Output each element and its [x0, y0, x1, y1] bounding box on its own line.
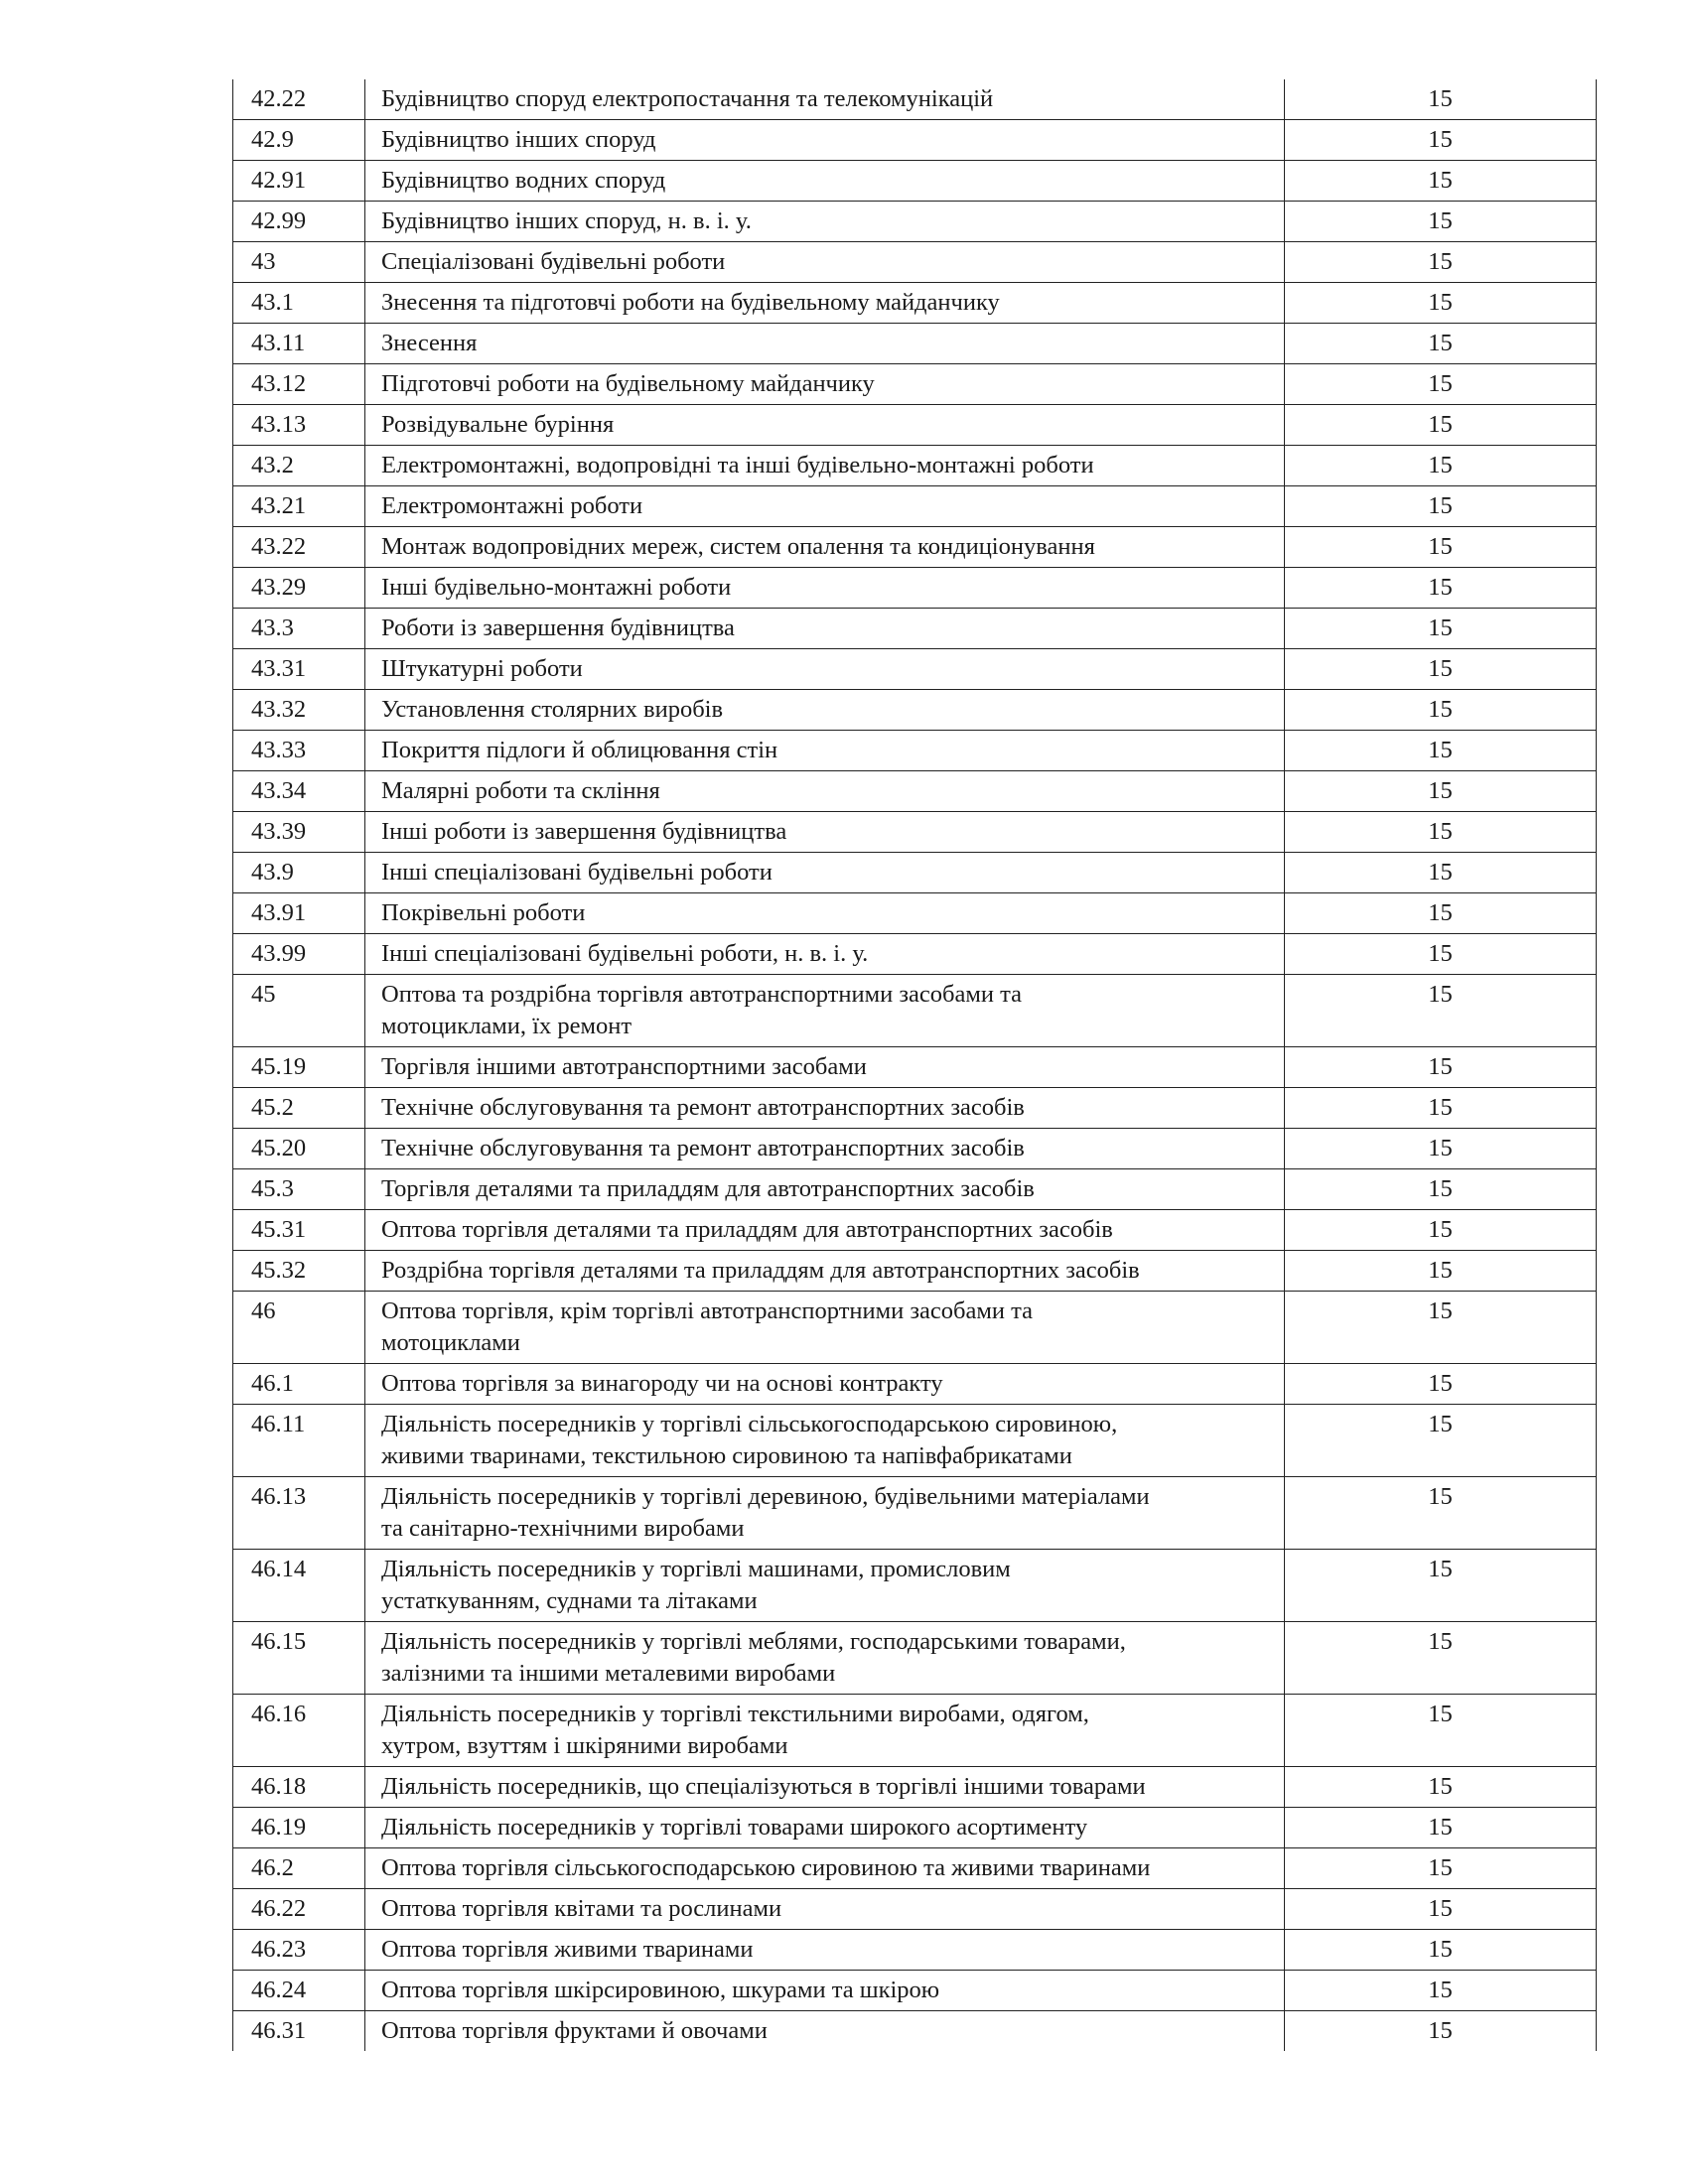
table-row	[233, 1047, 1597, 1088]
table-row	[233, 405, 1597, 446]
row-value: 15	[1285, 1695, 1597, 1767]
table-row	[233, 1808, 1597, 1848]
row-activity-name: Оптова торгівля живими тваринами	[365, 1930, 1285, 1971]
table-row	[233, 1405, 1597, 1477]
row-activity-name-line: мотоциклами	[381, 1329, 520, 1356]
table-row	[233, 1088, 1597, 1129]
table-row	[233, 934, 1597, 975]
table-row	[233, 486, 1597, 527]
row-value: 15	[1285, 1767, 1597, 1808]
row-code: 42.9	[233, 120, 365, 161]
row-code: 42.91	[233, 161, 365, 202]
row-activity-name-line: мотоциклами, їх ремонт	[381, 1013, 633, 1039]
row-activity-name	[365, 1477, 1285, 1550]
row-activity-name: Оптова торгівля квітами та рослинами	[365, 1889, 1285, 1930]
row-activity-name: Роздрібна торгівля деталями та приладдям для автотранспортних засобів	[365, 1251, 1285, 1292]
row-activity-name-line: живими тваринами, текстильною сировиною та напівфабрикатами	[381, 1442, 1072, 1469]
row-code: 45.19	[233, 1047, 365, 1088]
table-row	[233, 1550, 1597, 1622]
row-activity-name: Установлення столярних виробів	[365, 690, 1285, 731]
row-value: 15	[1285, 1364, 1597, 1405]
row-activity-name: Будівництво споруд електропостачання та телекомунікацій	[365, 79, 1285, 120]
row-code: 46.11	[233, 1405, 365, 1477]
row-value: 15	[1285, 1405, 1597, 1477]
row-value: 15	[1285, 934, 1597, 975]
row-activity-name	[365, 1695, 1285, 1767]
table-body	[233, 79, 1597, 2051]
row-value: 15	[1285, 1848, 1597, 1889]
row-code: 43.12	[233, 364, 365, 405]
row-activity-name: Оптова торгівля деталями та приладдям для автотранспортних засобів	[365, 1210, 1285, 1251]
row-code: 46	[233, 1292, 365, 1364]
row-value: 15	[1285, 1047, 1597, 1088]
table-row	[233, 731, 1597, 771]
row-code: 45.2	[233, 1088, 365, 1129]
row-activity-name: Будівництво інших споруд	[365, 120, 1285, 161]
row-activity-name: Електромонтажні, водопровідні та інші будівельно-монтажні роботи	[365, 446, 1285, 486]
table-row	[233, 1292, 1597, 1364]
row-activity-name: Роботи із завершення будівництва	[365, 609, 1285, 649]
table-row	[233, 2011, 1597, 2052]
table-row	[233, 1210, 1597, 1251]
row-value: 15	[1285, 527, 1597, 568]
row-activity-name: Будівництво інших споруд, н. в. і. у.	[365, 202, 1285, 242]
row-code: 45.31	[233, 1210, 365, 1251]
table-row	[233, 893, 1597, 934]
row-activity-name: Спеціалізовані будівельні роботи	[365, 242, 1285, 283]
row-activity-name: Оптова торгівля шкірсировиною, шкурами та шкірою	[365, 1971, 1285, 2011]
row-value: 15	[1285, 405, 1597, 446]
row-code: 46.18	[233, 1767, 365, 1808]
row-code: 46.23	[233, 1930, 365, 1971]
row-code: 43.1	[233, 283, 365, 324]
row-code: 46.2	[233, 1848, 365, 1889]
row-activity-name	[365, 975, 1285, 1047]
row-activity-name: Будівництво водних споруд	[365, 161, 1285, 202]
row-code: 46.13	[233, 1477, 365, 1550]
table-row	[233, 242, 1597, 283]
row-value: 15	[1285, 649, 1597, 690]
row-value: 15	[1285, 486, 1597, 527]
row-code: 43.91	[233, 893, 365, 934]
row-value: 15	[1285, 202, 1597, 242]
row-activity-name: Технічне обслуговування та ремонт автотранспортних засобів	[365, 1088, 1285, 1129]
row-activity-name: Покрівельні роботи	[365, 893, 1285, 934]
row-value: 15	[1285, 893, 1597, 934]
row-value: 15	[1285, 324, 1597, 364]
row-code: 43.13	[233, 405, 365, 446]
row-code: 43.31	[233, 649, 365, 690]
row-code: 43.9	[233, 853, 365, 893]
row-code: 45.3	[233, 1169, 365, 1210]
table-row	[233, 1251, 1597, 1292]
row-value: 15	[1285, 242, 1597, 283]
row-code: 46.1	[233, 1364, 365, 1405]
row-activity-name: Інші будівельно-монтажні роботи	[365, 568, 1285, 609]
row-value: 15	[1285, 161, 1597, 202]
row-activity-name-line: хутром, взуттям і шкіряними виробами	[381, 1732, 788, 1759]
row-activity-name-line: Діяльність посередників у торгівлі меблями, господарськими товарами,	[381, 1628, 1126, 1655]
row-value: 15	[1285, 1129, 1597, 1169]
table-row	[233, 527, 1597, 568]
row-activity-name: Діяльність посередників у торгівлі товарами широкого асортименту	[365, 1808, 1285, 1848]
row-code: 45.20	[233, 1129, 365, 1169]
row-code: 43.22	[233, 527, 365, 568]
row-value: 15	[1285, 364, 1597, 405]
row-value: 15	[1285, 853, 1597, 893]
row-activity-name-line: устаткуванням, суднами та літаками	[381, 1587, 758, 1614]
row-activity-name: Монтаж водопровідних мереж, систем опалення та кондиціонування	[365, 527, 1285, 568]
row-value: 15	[1285, 731, 1597, 771]
row-code: 46.22	[233, 1889, 365, 1930]
row-activity-name-line: Діяльність посередників у торгівлі текстильними виробами, одягом,	[381, 1701, 1089, 1727]
table-row	[233, 1364, 1597, 1405]
table-row	[233, 1848, 1597, 1889]
row-activity-name: Штукатурні роботи	[365, 649, 1285, 690]
row-value: 15	[1285, 1622, 1597, 1695]
row-activity-name-line: Оптова торгівля, крім торгівлі автотранспортними засобами та	[381, 1297, 1033, 1324]
row-value: 15	[1285, 609, 1597, 649]
row-code: 43.29	[233, 568, 365, 609]
table-row	[233, 1622, 1597, 1695]
row-code: 42.22	[233, 79, 365, 120]
row-activity-name-line: Діяльність посередників у торгівлі деревиною, будівельними матеріалами	[381, 1483, 1150, 1510]
row-value: 15	[1285, 771, 1597, 812]
row-value: 15	[1285, 446, 1597, 486]
row-activity-name	[365, 1622, 1285, 1695]
row-code: 43.3	[233, 609, 365, 649]
table-row	[233, 649, 1597, 690]
table-row	[233, 1889, 1597, 1930]
row-activity-name: Знесення та підготовчі роботи на будівельному майданчику	[365, 283, 1285, 324]
table-row	[233, 853, 1597, 893]
table-row	[233, 324, 1597, 364]
row-code: 43.34	[233, 771, 365, 812]
table-row	[233, 1767, 1597, 1808]
table-row	[233, 364, 1597, 405]
table-row	[233, 283, 1597, 324]
row-value: 15	[1285, 1169, 1597, 1210]
row-value: 15	[1285, 1930, 1597, 1971]
row-value: 15	[1285, 1808, 1597, 1848]
row-activity-name-line: залізними та іншими металевими виробами	[381, 1660, 836, 1687]
row-code: 46.31	[233, 2011, 365, 2052]
row-value: 15	[1285, 975, 1597, 1047]
row-code: 43.32	[233, 690, 365, 731]
row-code: 46.16	[233, 1695, 365, 1767]
row-activity-name	[365, 1550, 1285, 1622]
table-row	[233, 1695, 1597, 1767]
row-activity-name	[365, 1405, 1285, 1477]
table-row	[233, 446, 1597, 486]
row-value: 15	[1285, 1292, 1597, 1364]
row-value: 15	[1285, 1971, 1597, 2011]
row-activity-name: Торгівля деталями та приладдям для автотранспортних засобів	[365, 1169, 1285, 1210]
row-value: 15	[1285, 79, 1597, 120]
row-activity-name: Електромонтажні роботи	[365, 486, 1285, 527]
row-code: 43.33	[233, 731, 365, 771]
table-row	[233, 202, 1597, 242]
table-row	[233, 79, 1597, 120]
table-row	[233, 1169, 1597, 1210]
table-row	[233, 1971, 1597, 2011]
row-activity-name: Оптова торгівля фруктами й овочами	[365, 2011, 1285, 2052]
row-activity-name: Оптова торгівля сільськогосподарською сировиною та живими тваринами	[365, 1848, 1285, 1889]
row-value: 15	[1285, 690, 1597, 731]
row-code: 43.2	[233, 446, 365, 486]
row-activity-name: Покриття підлоги й облицювання стін	[365, 731, 1285, 771]
table-row	[233, 690, 1597, 731]
table-row	[233, 609, 1597, 649]
row-code: 43.39	[233, 812, 365, 853]
activity-codes-table	[232, 79, 1597, 2051]
row-code: 46.14	[233, 1550, 365, 1622]
row-value: 15	[1285, 812, 1597, 853]
row-value: 15	[1285, 283, 1597, 324]
row-code: 46.19	[233, 1808, 365, 1848]
row-activity-name: Підготовчі роботи на будівельному майданчику	[365, 364, 1285, 405]
row-value: 15	[1285, 120, 1597, 161]
row-value: 15	[1285, 2011, 1597, 2052]
row-code: 45	[233, 975, 365, 1047]
row-activity-name: Технічне обслуговування та ремонт автотранспортних засобів	[365, 1129, 1285, 1169]
row-activity-name: Торгівля іншими автотранспортними засобами	[365, 1047, 1285, 1088]
row-code: 46.15	[233, 1622, 365, 1695]
row-code: 46.24	[233, 1971, 365, 2011]
row-activity-name: Розвідувальне буріння	[365, 405, 1285, 446]
row-activity-name: Інші спеціалізовані будівельні роботи, н. в. і. у.	[365, 934, 1285, 975]
document-page	[232, 79, 1596, 2051]
row-value: 15	[1285, 1088, 1597, 1129]
row-activity-name-line: Діяльність посередників у торгівлі сільськогосподарською сировиною,	[381, 1411, 1118, 1437]
row-activity-name: Інші роботи із завершення будівництва	[365, 812, 1285, 853]
table-row	[233, 120, 1597, 161]
table-row	[233, 1129, 1597, 1169]
row-code: 45.32	[233, 1251, 365, 1292]
table-row	[233, 568, 1597, 609]
row-value: 15	[1285, 1550, 1597, 1622]
row-activity-name: Оптова торгівля за винагороду чи на основі контракту	[365, 1364, 1285, 1405]
row-activity-name: Малярні роботи та скління	[365, 771, 1285, 812]
table-row	[233, 771, 1597, 812]
table-row	[233, 812, 1597, 853]
row-code: 42.99	[233, 202, 365, 242]
table-row	[233, 975, 1597, 1047]
row-activity-name-line: Діяльність посередників у торгівлі машинами, промисловим	[381, 1556, 1011, 1582]
table-row	[233, 1930, 1597, 1971]
row-code: 43.11	[233, 324, 365, 364]
row-activity-name: Інші спеціалізовані будівельні роботи	[365, 853, 1285, 893]
row-activity-name-line: Оптова та роздрібна торгівля автотранспортними засобами та	[381, 981, 1022, 1008]
row-activity-name: Знесення	[365, 324, 1285, 364]
row-value: 15	[1285, 568, 1597, 609]
row-activity-name: Діяльність посередників, що спеціалізуються в торгівлі іншими товарами	[365, 1767, 1285, 1808]
row-activity-name	[365, 1292, 1285, 1364]
row-code: 43.99	[233, 934, 365, 975]
table-row	[233, 161, 1597, 202]
row-value: 15	[1285, 1477, 1597, 1550]
row-code: 43	[233, 242, 365, 283]
row-code: 43.21	[233, 486, 365, 527]
row-value: 15	[1285, 1251, 1597, 1292]
table-row	[233, 1477, 1597, 1550]
row-value: 15	[1285, 1210, 1597, 1251]
row-activity-name-line: та санітарно-технічними виробами	[381, 1515, 745, 1542]
row-value: 15	[1285, 1889, 1597, 1930]
